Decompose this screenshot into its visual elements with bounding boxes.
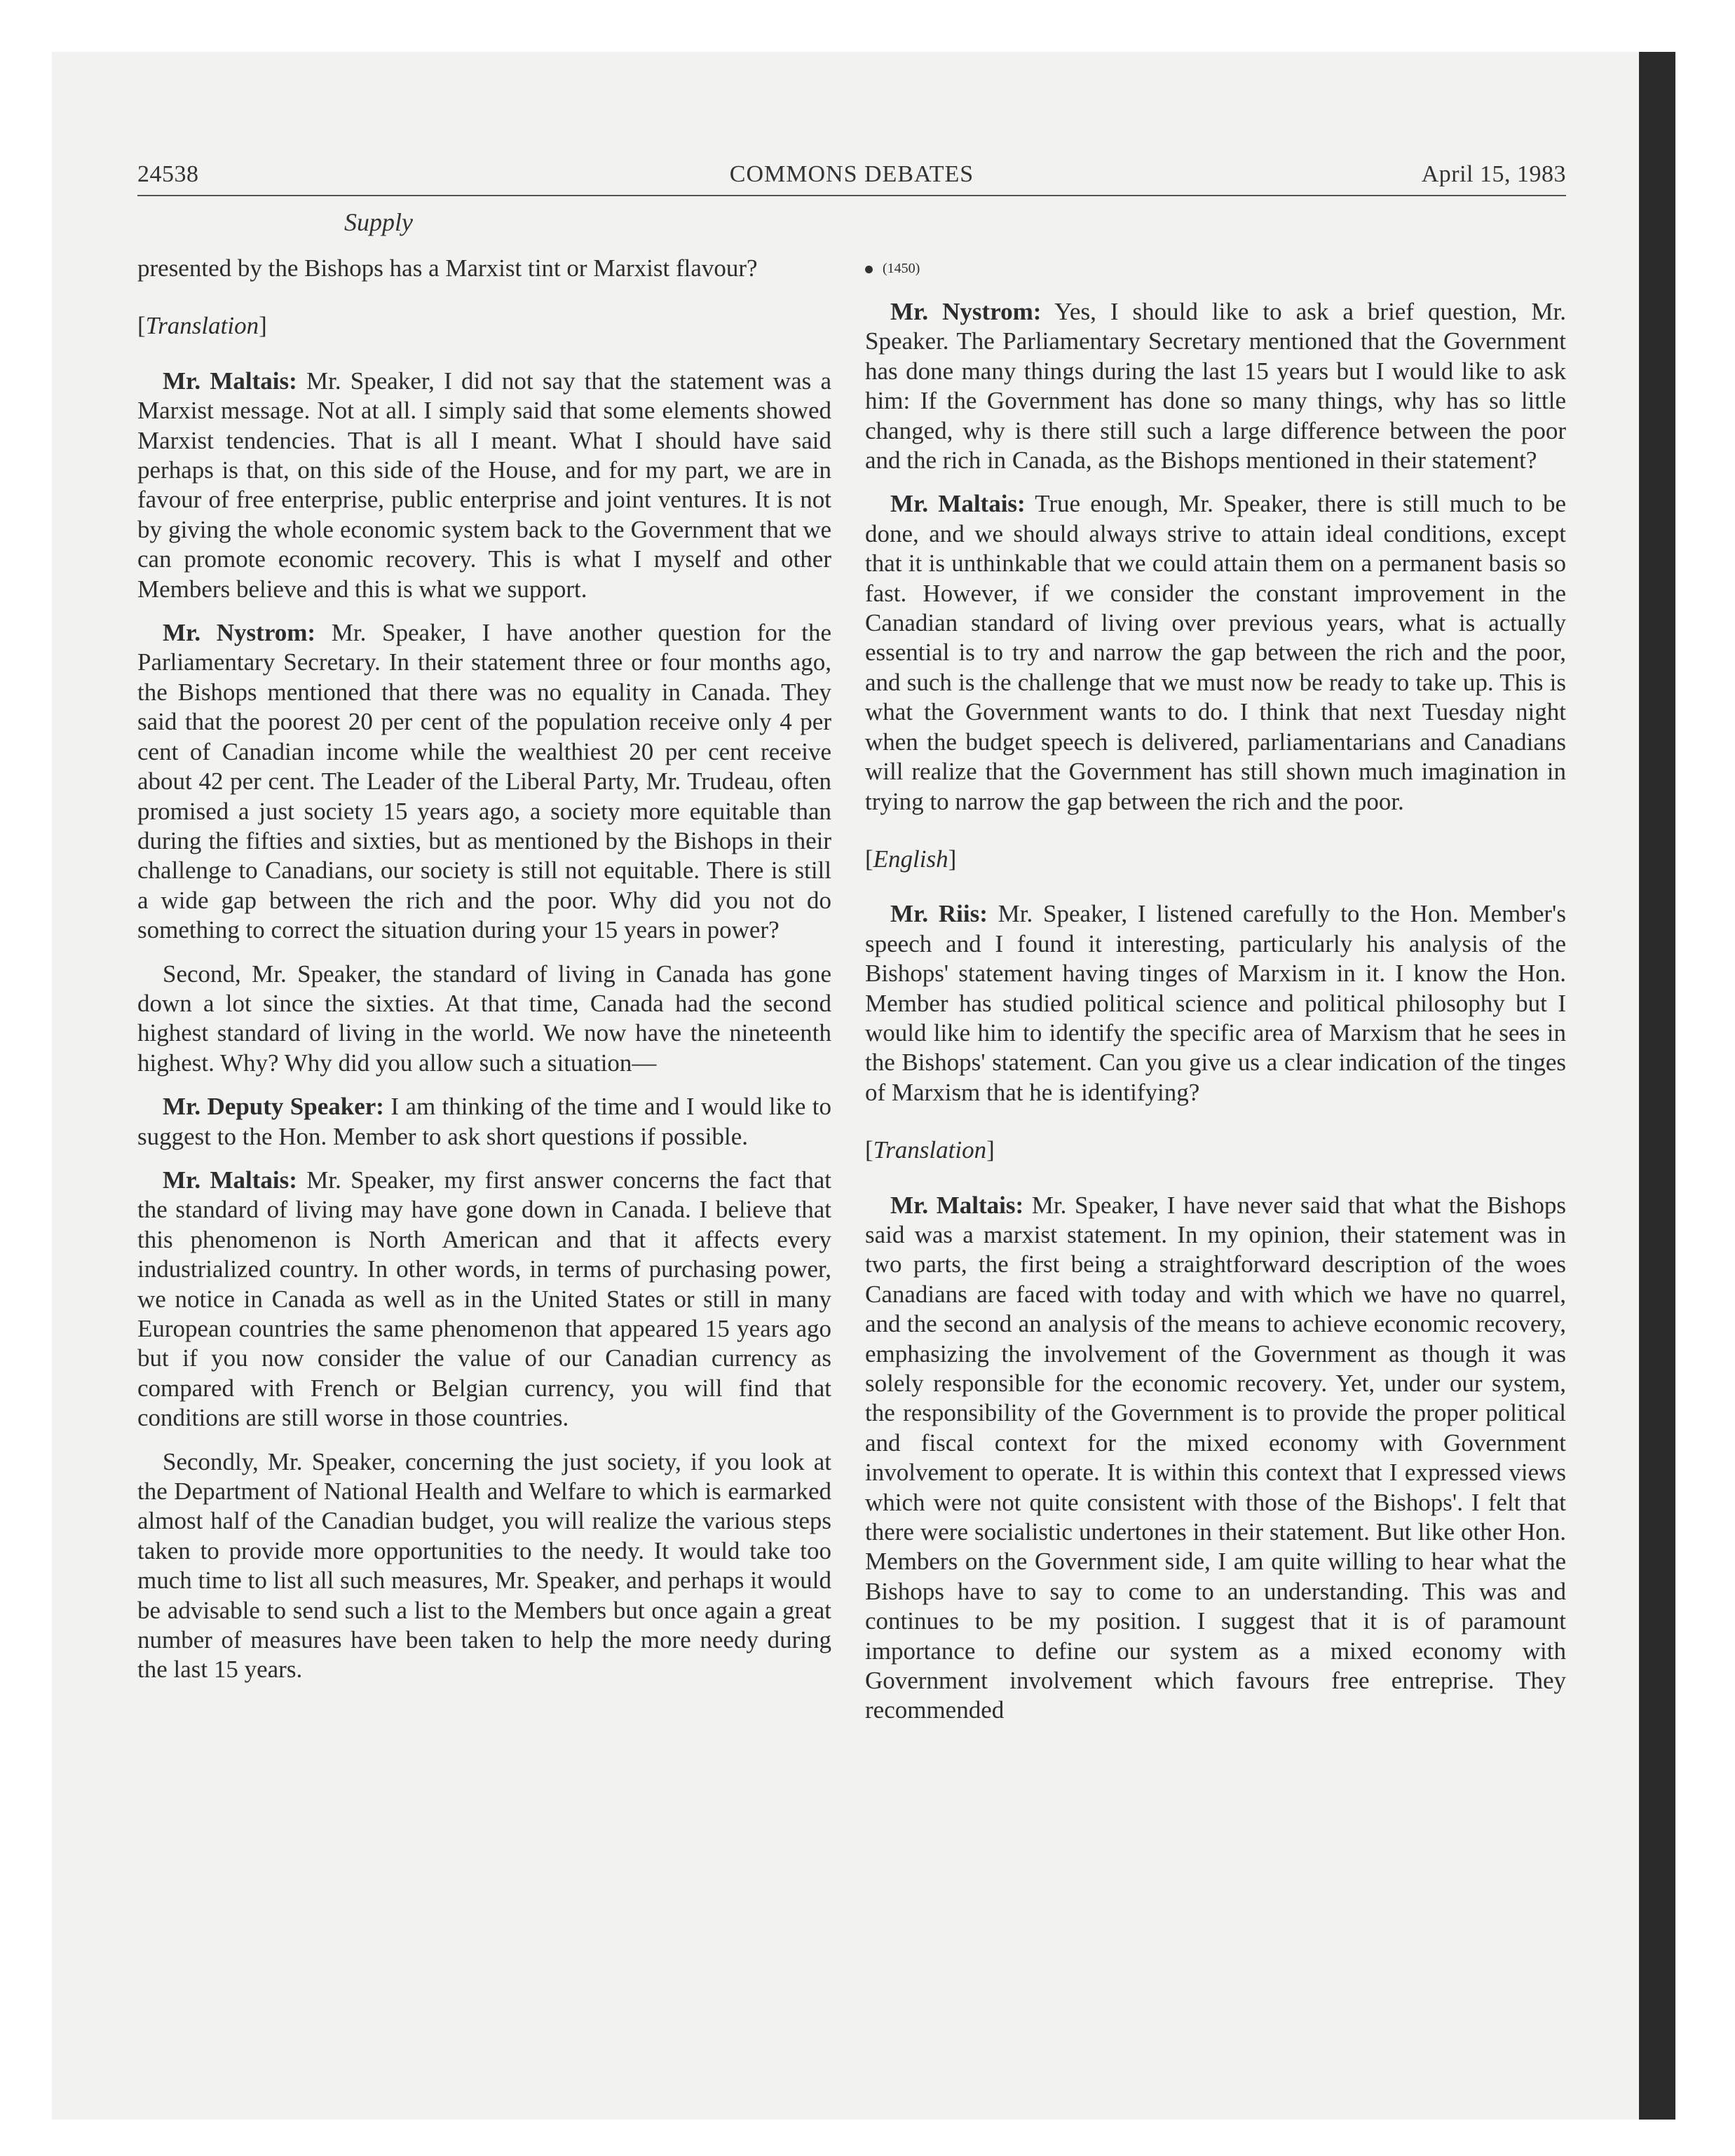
page-date: April 15, 1983: [1421, 161, 1566, 187]
paragraph: Mr. Maltais: Mr. Speaker, I have never said that what the Bishops said was a marxist statement. In my opinion, their statement was in two parts, the first being a straightforward description of the woes Canadians are faced with today and with which we have no quarrel, and the second an analysis of the means to achieve economic recovery, emphasizing the involvement of the Government as though it was solely responsible for the economic recovery. Yet, under our system, the responsibility of the Government is to provide the proper political and fiscal context for the mixed economy with Government involvement to operate. It is within this context that I expressed views which were not quite consistent with those of the Bishops'. I felt that there were socialistic undertones in their statement. But like other Hon. Members on the Government side, I am quite willing to hear what the Bishops have to say to come to an understanding. This was and continues to be my position. I suggest that it is of paramount importance to define our system as a mixed economy with Government involvement which favours free entreprise. They recommended: [865, 1191, 1566, 1724]
speaker-name: Mr. Riis:: [890, 900, 988, 928]
paragraph: Mr. Maltais: True enough, Mr. Speaker, there is still much to be done, and we should always strive to attain ideal conditions, except that it is unthinkable that we could attain them on a permanent basis so fast. However, if we consider the constant improvement in the Canadian standard of living over previous years, what is actually essential is to try and narrow the gap between the rich and the poor, and such is the challenge that we must now be ready to take up. This is what the Government wants to do. I think that next Tuesday night when the budget speech is delivered, parliamentarians and Canadians will realize that the Government has still shown much imagination in trying to narrow the gap between the rich and the poor.: [865, 490, 1566, 815]
paragraph: Second, Mr. Speaker, the standard of living in Canada has gone down a lot since the sixties. At that time, Canada had the second highest standard of living in the world. We now have the nineteenth highest. Why? Why did you allow such a situation—: [137, 960, 831, 1077]
right-column: [865, 254, 1566, 1740]
page-header: [137, 158, 1566, 196]
speaker-name: Mr. Maltais:: [163, 1166, 297, 1194]
paragraph: presented by the Bishops has a Marxist tint or Marxist flavour?: [137, 254, 758, 282]
timestamp: (1450): [865, 254, 1566, 283]
section-label: [English]: [865, 845, 957, 873]
speaker-name: Mr. Deputy Speaker:: [163, 1093, 384, 1121]
publication-title: COMMONS DEBATES: [729, 161, 974, 187]
speaker-name: Mr. Maltais:: [163, 367, 297, 395]
paragraph: Mr. Deputy Speaker: I am thinking of the time and I would like to suggest to the Hon. Member to ask short questions if possible.: [137, 1093, 831, 1150]
scan-edge-bar: [1639, 52, 1675, 2120]
section-label: [Translation]: [865, 1136, 995, 1164]
paragraph: Mr. Riis: Mr. Speaker, I listened carefully to the Hon. Member's speech and I found it interesting, particularly his analysis of the Bishops' statement having tinges of Marxism in it. I know the Hon. Member has studied political science and political philosophy but I would like him to identify the specific area of Marxism that he sees in the Bishops' statement. Can you give us a clear indication of the tinges of Marxism that he is identifying?: [865, 900, 1566, 1106]
running-head: Supply: [344, 208, 413, 236]
left-column: [137, 254, 831, 1699]
speaker-name: Mr. Maltais:: [890, 490, 1026, 518]
speaker-name: Mr. Nystrom:: [163, 619, 316, 647]
paragraph: Mr. Nystrom: Yes, I should like to ask a brief question, Mr. Speaker. The Parliamentary Secretary mentioned that the Government has done many things during the last 15 years but I would like to ask him: If the Government has done so many things, why has so little changed, why is there still such a large difference between the poor and the rich in Canada, as the Bishops mentioned in their statement?: [865, 298, 1566, 475]
bullet-icon: [865, 266, 873, 273]
paragraph: Mr. Maltais: Mr. Speaker, my first answer concerns the fact that the standard of living may have gone down in Canada. I believe that this phenomenon is North American and that it affects every industrialized country. In other words, in terms of purchasing power, we notice in Canada as well as in the United States or still in many European countries the same phenomenon that appeared 15 years ago but if you now consider the value of our Canadian currency as compared with French or Belgian currency, you will find that conditions are still worse in those countries.: [137, 1166, 831, 1432]
section-label: [Translation]: [137, 312, 267, 340]
page-number: 24538: [137, 161, 199, 187]
paragraph: Secondly, Mr. Speaker, concerning the just society, if you look at the Department of National Health and Welfare to which is earmarked almost half of the Canadian budget, you will realize the various steps taken to provide more opportunities to the needy. It would take too much time to list all such measures, Mr. Speaker, and perhaps it would be advisable to send such a list to the Members but once again a great number of measures have been taken to help the more needy during the last 15 years.: [137, 1447, 831, 1684]
speaker-name: Mr. Maltais:: [890, 1191, 1024, 1219]
paragraph: Mr. Nystrom: Mr. Speaker, I have another question for the Parliamentary Secretary. In their statement three or four months ago, the Bishops mentioned that there was no equality in Canada. They said that the poorest 20 per cent of the population receive only 4 per cent of Canadian income while the wealthiest 20 per cent receive about 42 per cent. The Leader of the Liberal Party, Mr. Trudeau, often promised a just society 15 years ago, a society more equitable than during the fifties and sixties, but as mentioned by the Bishops in their challenge to Canadians, our society is still not equitable. There is still a wide gap between the rich and the poor. Why did you not do something to correct the situation during your 15 years in power?: [137, 619, 832, 944]
speaker-name: Mr. Nystrom:: [890, 298, 1042, 325]
paragraph: Mr. Maltais: Mr. Speaker, I did not say that the statement was a Marxist message. Not at all. I simply said that some elements showed Marxist tendencies. That is all I meant. What I should have said perhaps is that, on this side of the House, and for my part, we are in favour of free enterprise, public enterprise and joint ventures. It is not by giving the whole economic system back to the Government that we can promote economic recovery. This is what I myself and other Members believe and this is what we support.: [137, 367, 831, 603]
